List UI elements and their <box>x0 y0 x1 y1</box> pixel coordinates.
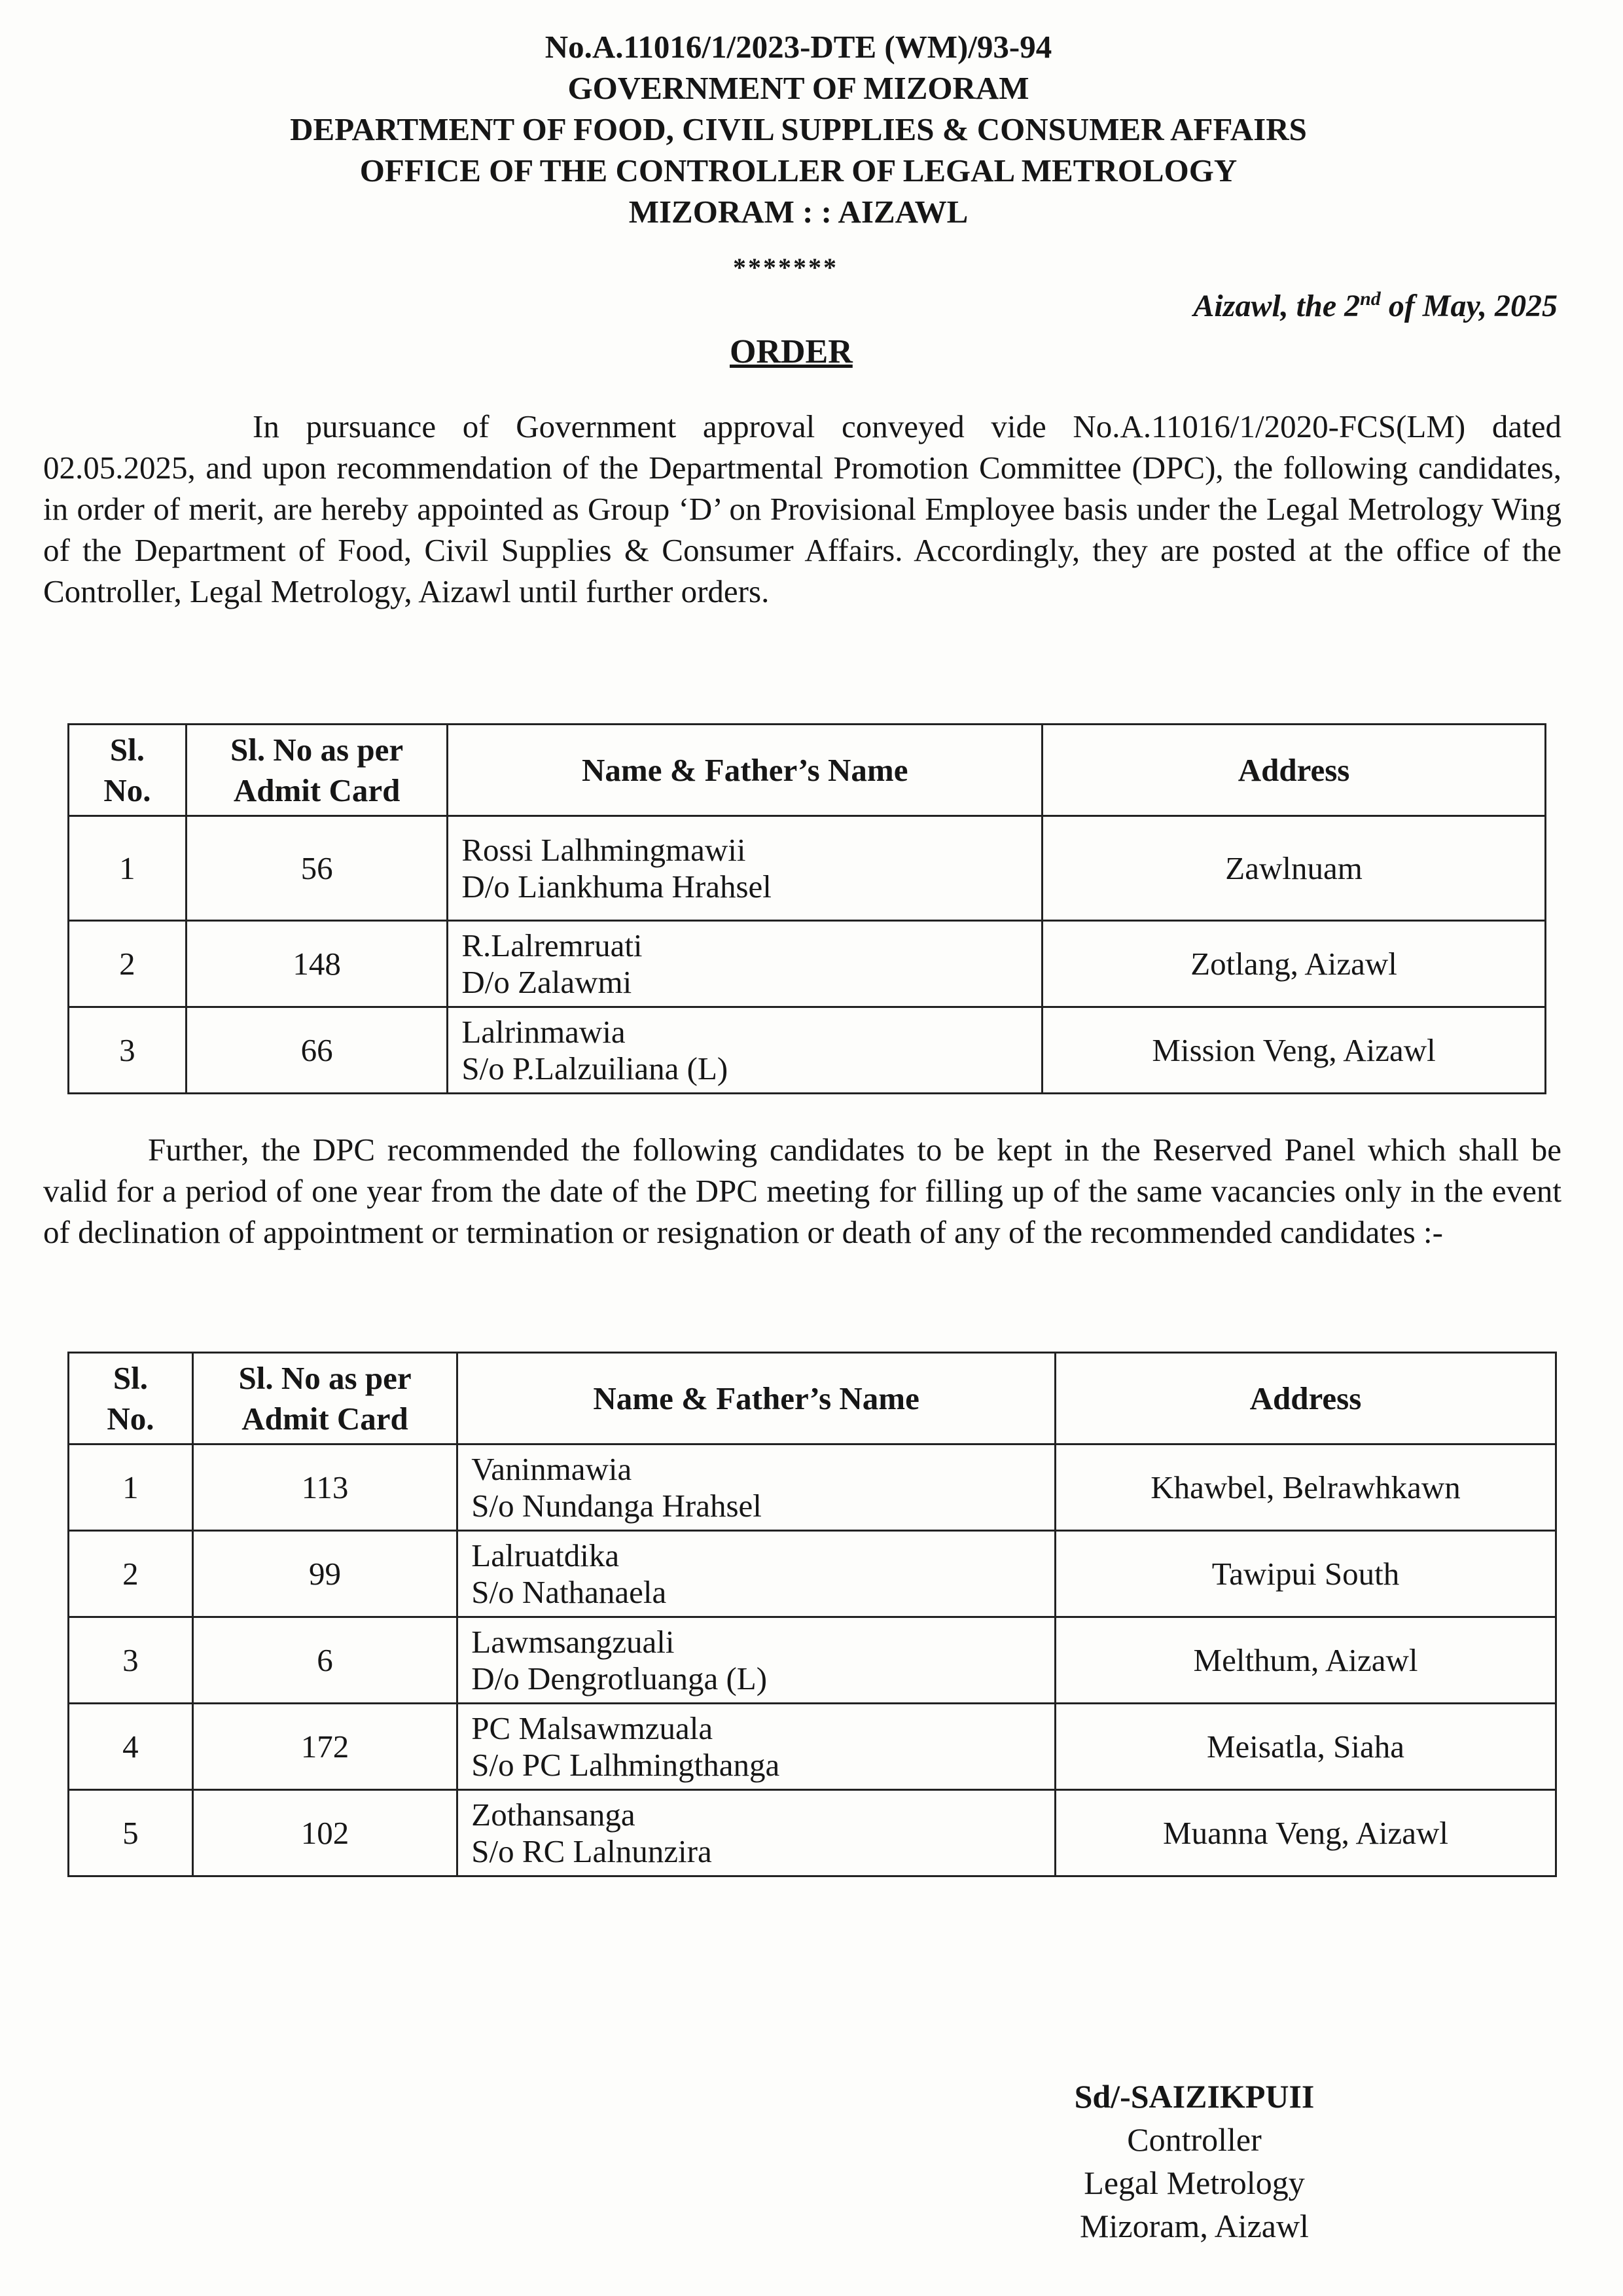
date-prefix: Aizawl, the 2 <box>1193 289 1361 323</box>
signature-block <box>1041 2075 1348 2248</box>
admit-cell: 6 <box>192 1617 457 1704</box>
appointed-candidates-table <box>67 723 1546 1094</box>
signatory-office: Legal Metrology <box>1084 2164 1305 2201</box>
sl-cell: 4 <box>69 1704 193 1790</box>
header-sl-line2: No. <box>103 772 151 808</box>
table-row <box>69 1704 1556 1790</box>
sl-cell: 2 <box>69 921 187 1007</box>
candidate-name: Vaninmawia <box>471 1450 632 1487</box>
table-header-row <box>69 725 1546 816</box>
admit-cell: 148 <box>186 921 448 1007</box>
admit-cell: 56 <box>186 816 448 921</box>
father-name: D/o Dengrotluanga (L) <box>471 1660 768 1696</box>
father-name: S/o P.Lalzuiliana (L) <box>461 1050 728 1086</box>
table-header-row <box>69 1353 1556 1444</box>
candidate-name: Lalruatdika <box>471 1537 620 1573</box>
office-location: MIZORAM : : AIZAWL <box>628 194 969 230</box>
table-row <box>69 1790 1556 1876</box>
reference-number: No.A.11016/1/2023-DTE (WM)/93-94 <box>544 29 1052 65</box>
candidate-name: Zothansanga <box>471 1796 635 1833</box>
header-admit-card <box>192 1353 457 1444</box>
table-row <box>69 1531 1556 1617</box>
order-title: ORDER <box>730 333 853 370</box>
government-name: GOVERNMENT OF MIZORAM <box>567 70 1029 106</box>
candidate-name: Rossi Lalhmingmawii <box>461 831 746 868</box>
header-sl <box>69 725 187 816</box>
address-cell: Zawlnuam <box>1043 816 1546 921</box>
letter-header <box>0 26 1597 232</box>
header-separator: ******* <box>733 253 838 282</box>
office-name: OFFICE OF THE CONTROLLER OF LEGAL METROLOGY <box>359 152 1238 188</box>
name-cell <box>457 1790 1056 1876</box>
table-row <box>69 816 1546 921</box>
address-cell: Tawipui South <box>1056 1531 1556 1617</box>
address-cell: Khawbel, Belrawhkawn <box>1056 1444 1556 1531</box>
admit-cell: 172 <box>192 1704 457 1790</box>
admit-cell: 99 <box>192 1531 457 1617</box>
name-cell <box>457 1444 1056 1531</box>
candidate-name: R.Lalremruati <box>461 927 643 963</box>
name-cell <box>448 816 1043 921</box>
appointment-paragraph: In pursuance of Government approval conveyed vide No.A.11016/1/2020-FCS(LM) dated 02.05.2025, and upon recommendation of the Departmental Promotion Committee (DPC), the following candidates, in order of merit, are hereby appointed as Group ‘D’ on Provisional Employee basis under the Legal Metrology Wing of the Department of Food, Civil Supplies & Consumer Affairs. Accordingly, they are posted at the office of the Controller, Legal Metrology, Aizawl until further orders. <box>43 408 1561 609</box>
header-admit-line1: Sl. No as per <box>238 1359 412 1396</box>
father-name: S/o Nundanga Hrahsel <box>471 1487 762 1524</box>
admit-cell: 113 <box>192 1444 457 1531</box>
address-cell: Meisatla, Siaha <box>1056 1704 1556 1790</box>
admit-cell: 102 <box>192 1790 457 1876</box>
name-cell <box>448 921 1043 1007</box>
header-sl-line1: Sl. <box>109 731 145 768</box>
header-admit-line1: Sl. No as per <box>230 731 404 768</box>
date-rest: of May, 2025 <box>1380 289 1558 323</box>
sl-cell: 3 <box>69 1617 193 1704</box>
address-cell: Muanna Veng, Aizawl <box>1056 1790 1556 1876</box>
header-admit-card <box>186 725 448 816</box>
father-name: S/o PC Lalhmingthanga <box>471 1746 780 1783</box>
header-admit-line2: Admit Card <box>241 1400 408 1437</box>
sl-cell: 1 <box>69 816 187 921</box>
address-cell: Zotlang, Aizawl <box>1043 921 1546 1007</box>
father-name: S/o RC Lalnunzira <box>471 1833 712 1869</box>
date-ordinal: nd <box>1360 288 1381 310</box>
table-row <box>69 1617 1556 1704</box>
signatory-designation: Controller <box>1127 2121 1262 2158</box>
header-address: Address <box>1043 725 1546 816</box>
name-cell <box>457 1617 1056 1704</box>
sl-cell: 2 <box>69 1531 193 1617</box>
sl-cell: 1 <box>69 1444 193 1531</box>
table-row <box>69 1007 1546 1094</box>
reserved-panel-table <box>67 1352 1557 1877</box>
father-name: S/o Nathanaela <box>471 1573 667 1610</box>
father-name: D/o Zalawmi <box>461 963 632 1000</box>
reserved-panel-paragraph: Further, the DPC recommended the following candidates to be kept in the Reserved Panel which shall be valid for a period of one year from the date of the DPC meeting for filling up of the same vacancies only in the event of declination of appointment or termination or resignation or death of any of the recommended candidates :- <box>43 1132 1561 1250</box>
header-sl-line2: No. <box>107 1400 154 1437</box>
name-cell <box>457 1531 1056 1617</box>
order-date <box>1193 288 1558 324</box>
table-row <box>69 921 1546 1007</box>
header-address: Address <box>1056 1353 1556 1444</box>
signatory-name: Sd/-SAIZIKPUII <box>1074 2078 1315 2115</box>
header-name: Name & Father’s Name <box>448 725 1043 816</box>
admit-cell: 66 <box>186 1007 448 1094</box>
name-cell <box>448 1007 1043 1094</box>
father-name: D/o Liankhuma Hrahsel <box>461 868 772 905</box>
signatory-place: Mizoram, Aizawl <box>1080 2208 1309 2244</box>
header-sl-line1: Sl. <box>113 1359 148 1396</box>
name-cell <box>457 1704 1056 1790</box>
header-sl <box>69 1353 193 1444</box>
department-name: DEPARTMENT OF FOOD, CIVIL SUPPLIES & CONSUMER AFFAIRS <box>290 111 1307 147</box>
candidate-name: Lawmsangzuali <box>471 1623 675 1660</box>
header-admit-line2: Admit Card <box>233 772 401 808</box>
sl-cell: 5 <box>69 1790 193 1876</box>
candidate-name: Lalrinmawia <box>461 1013 626 1050</box>
address-cell: Mission Veng, Aizawl <box>1043 1007 1546 1094</box>
address-cell: Melthum, Aizawl <box>1056 1617 1556 1704</box>
header-name: Name & Father’s Name <box>457 1353 1056 1444</box>
table-row <box>69 1444 1556 1531</box>
candidate-name: PC Malsawmzuala <box>471 1710 713 1746</box>
sl-cell: 3 <box>69 1007 187 1094</box>
